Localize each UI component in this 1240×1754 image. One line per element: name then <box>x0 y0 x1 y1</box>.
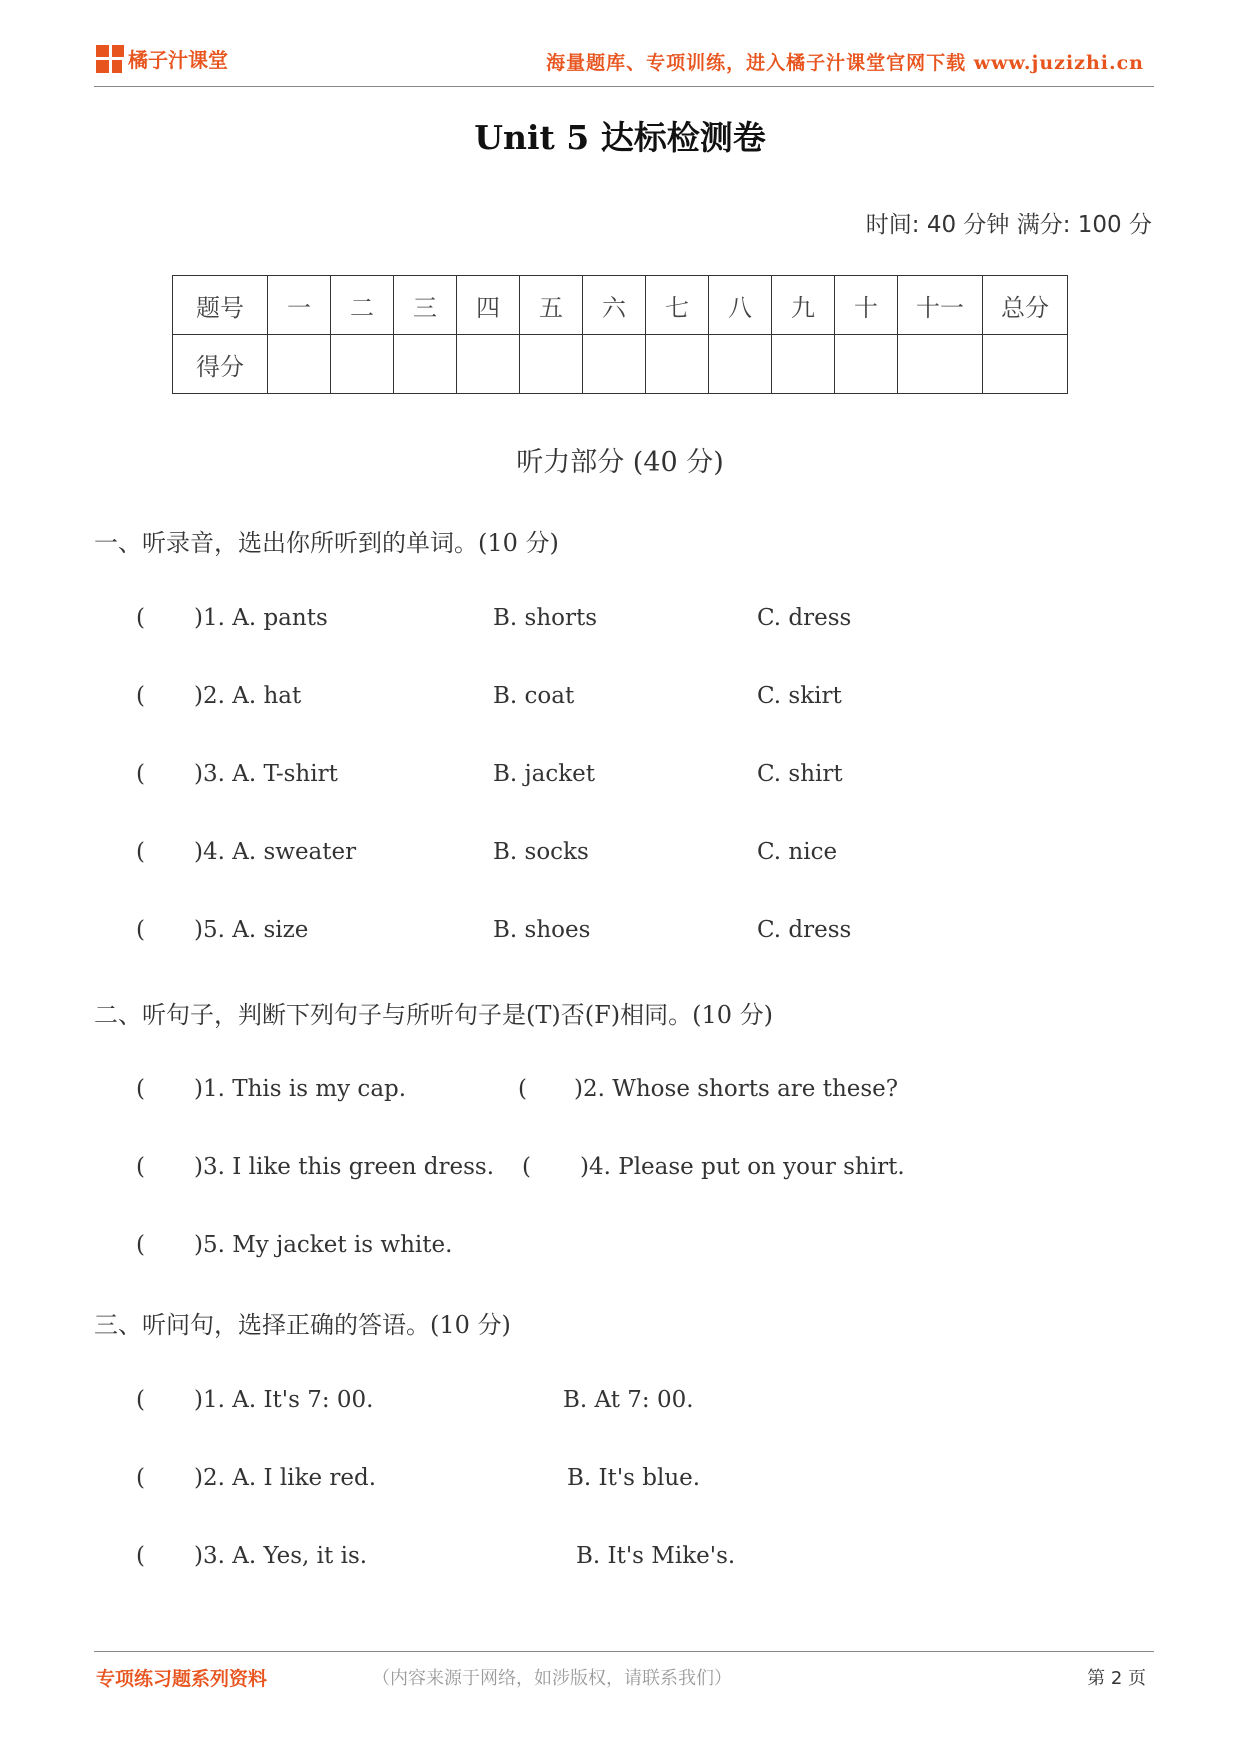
score-cell[interactable] <box>835 335 898 394</box>
header-divider <box>94 86 1154 87</box>
score-table-col: 六 <box>583 276 646 335</box>
question-option-b: B. jacket <box>493 761 596 787</box>
answer-paren[interactable]: ( <box>136 1465 145 1491</box>
score-cell[interactable] <box>772 335 835 394</box>
answer-paren[interactable]: ( <box>136 1543 145 1569</box>
section2-question: )3. I like this green dress. <box>194 1154 495 1180</box>
score-table-row-label: 得分 <box>173 335 268 394</box>
logo-text: 橘子汁课堂 <box>128 48 228 72</box>
question-option-b: B. It's blue. <box>567 1465 701 1491</box>
brand-logo <box>96 44 228 73</box>
question-option-a: )3. A. T-shirt <box>194 761 338 787</box>
answer-paren[interactable]: ( <box>136 1154 145 1180</box>
logo-icon <box>96 45 124 73</box>
question-option-a: )5. A. size <box>194 917 309 943</box>
answer-paren[interactable]: ( <box>136 683 145 709</box>
section3-heading: 三、听问句，选择正确的答语。(10 分) <box>94 1311 511 1339</box>
question-option-a: )3. A. Yes, it is. <box>194 1543 368 1569</box>
question-option-a: )2. A. hat <box>194 683 302 709</box>
score-cell[interactable] <box>268 335 331 394</box>
header-slogan: 海量题库、专项训练，进入橘子汁课堂官网下载 www.juzizhi.cn <box>546 52 1144 74</box>
question-option-c: C. skirt <box>757 683 842 709</box>
score-table-col: 五 <box>520 276 583 335</box>
score-cell[interactable] <box>520 335 583 394</box>
score-table-col: 三 <box>394 276 457 335</box>
score-table-col: 十一 <box>898 276 983 335</box>
answer-paren[interactable]: ( <box>136 917 145 943</box>
score-table-col: 十 <box>835 276 898 335</box>
answer-paren[interactable]: ( <box>136 1076 145 1102</box>
footer-copyright-note: （内容来源于网络，如涉版权，请联系我们） <box>372 1668 732 1689</box>
question-option-a: )1. A. pants <box>194 605 328 631</box>
score-table-row-label: 题号 <box>173 276 268 335</box>
question-option-b: B. socks <box>493 839 589 865</box>
section2-question: )4. Please put on your shirt. <box>580 1154 905 1180</box>
question-option-a: )4. A. sweater <box>194 839 357 865</box>
section2-question: )2. Whose shorts are these? <box>574 1076 899 1102</box>
score-cell[interactable] <box>983 335 1068 394</box>
answer-paren[interactable]: ( <box>522 1154 531 1180</box>
answer-paren[interactable]: ( <box>518 1076 527 1102</box>
question-option-b: B. At 7: 00. <box>563 1387 694 1413</box>
score-table-col: 四 <box>457 276 520 335</box>
answer-paren[interactable]: ( <box>136 761 145 787</box>
exam-meta: 时间: 40 分钟 满分: 100 分 <box>865 212 1152 238</box>
question-option-b: B. It's Mike's. <box>576 1543 736 1569</box>
page-number: 第 2 页 <box>1087 1668 1146 1689</box>
question-option-c: C. shirt <box>757 761 843 787</box>
page-title: Unit 5 达标检测卷 <box>474 118 766 157</box>
question-option-b: B. shoes <box>493 917 591 943</box>
footer-divider <box>94 1651 1154 1652</box>
score-cell[interactable] <box>394 335 457 394</box>
answer-paren[interactable]: ( <box>136 1387 145 1413</box>
answer-paren[interactable]: ( <box>136 839 145 865</box>
question-option-a: )2. A. I like red. <box>194 1465 377 1491</box>
score-table-score-row <box>173 335 1068 394</box>
score-cell[interactable] <box>331 335 394 394</box>
score-cell[interactable] <box>583 335 646 394</box>
answer-paren[interactable]: ( <box>136 1232 145 1258</box>
question-option-c: C. dress <box>757 917 852 943</box>
score-cell[interactable] <box>646 335 709 394</box>
score-table-col: 九 <box>772 276 835 335</box>
score-table-header-row <box>173 276 1068 335</box>
question-option-a: )1. A. It's 7: 00. <box>194 1387 374 1413</box>
footer-series-label: 专项练习题系列资料 <box>96 1668 268 1690</box>
question-option-c: C. dress <box>757 605 852 631</box>
question-option-b: B. coat <box>493 683 575 709</box>
score-table-col-total: 总分 <box>983 276 1068 335</box>
section2-heading: 二、听句子，判断下列句子与所听句子是(T)否(F)相同。(10 分) <box>94 1001 774 1029</box>
section2-question: )5. My jacket is white. <box>194 1232 453 1258</box>
score-table-col: 七 <box>646 276 709 335</box>
score-cell[interactable] <box>898 335 983 394</box>
section1-heading: 一、听录音，选出你所听到的单词。(10 分) <box>94 529 559 557</box>
section2-question: )1. This is my cap. <box>194 1076 407 1102</box>
listening-heading: 听力部分 (40 分) <box>516 447 724 478</box>
score-table-col: 一 <box>268 276 331 335</box>
score-cell[interactable] <box>709 335 772 394</box>
score-table-col: 八 <box>709 276 772 335</box>
score-table <box>172 275 1068 394</box>
question-option-b: B. shorts <box>493 605 598 631</box>
question-option-c: C. nice <box>757 839 838 865</box>
answer-paren[interactable]: ( <box>136 605 145 631</box>
score-cell[interactable] <box>457 335 520 394</box>
score-table-col: 二 <box>331 276 394 335</box>
